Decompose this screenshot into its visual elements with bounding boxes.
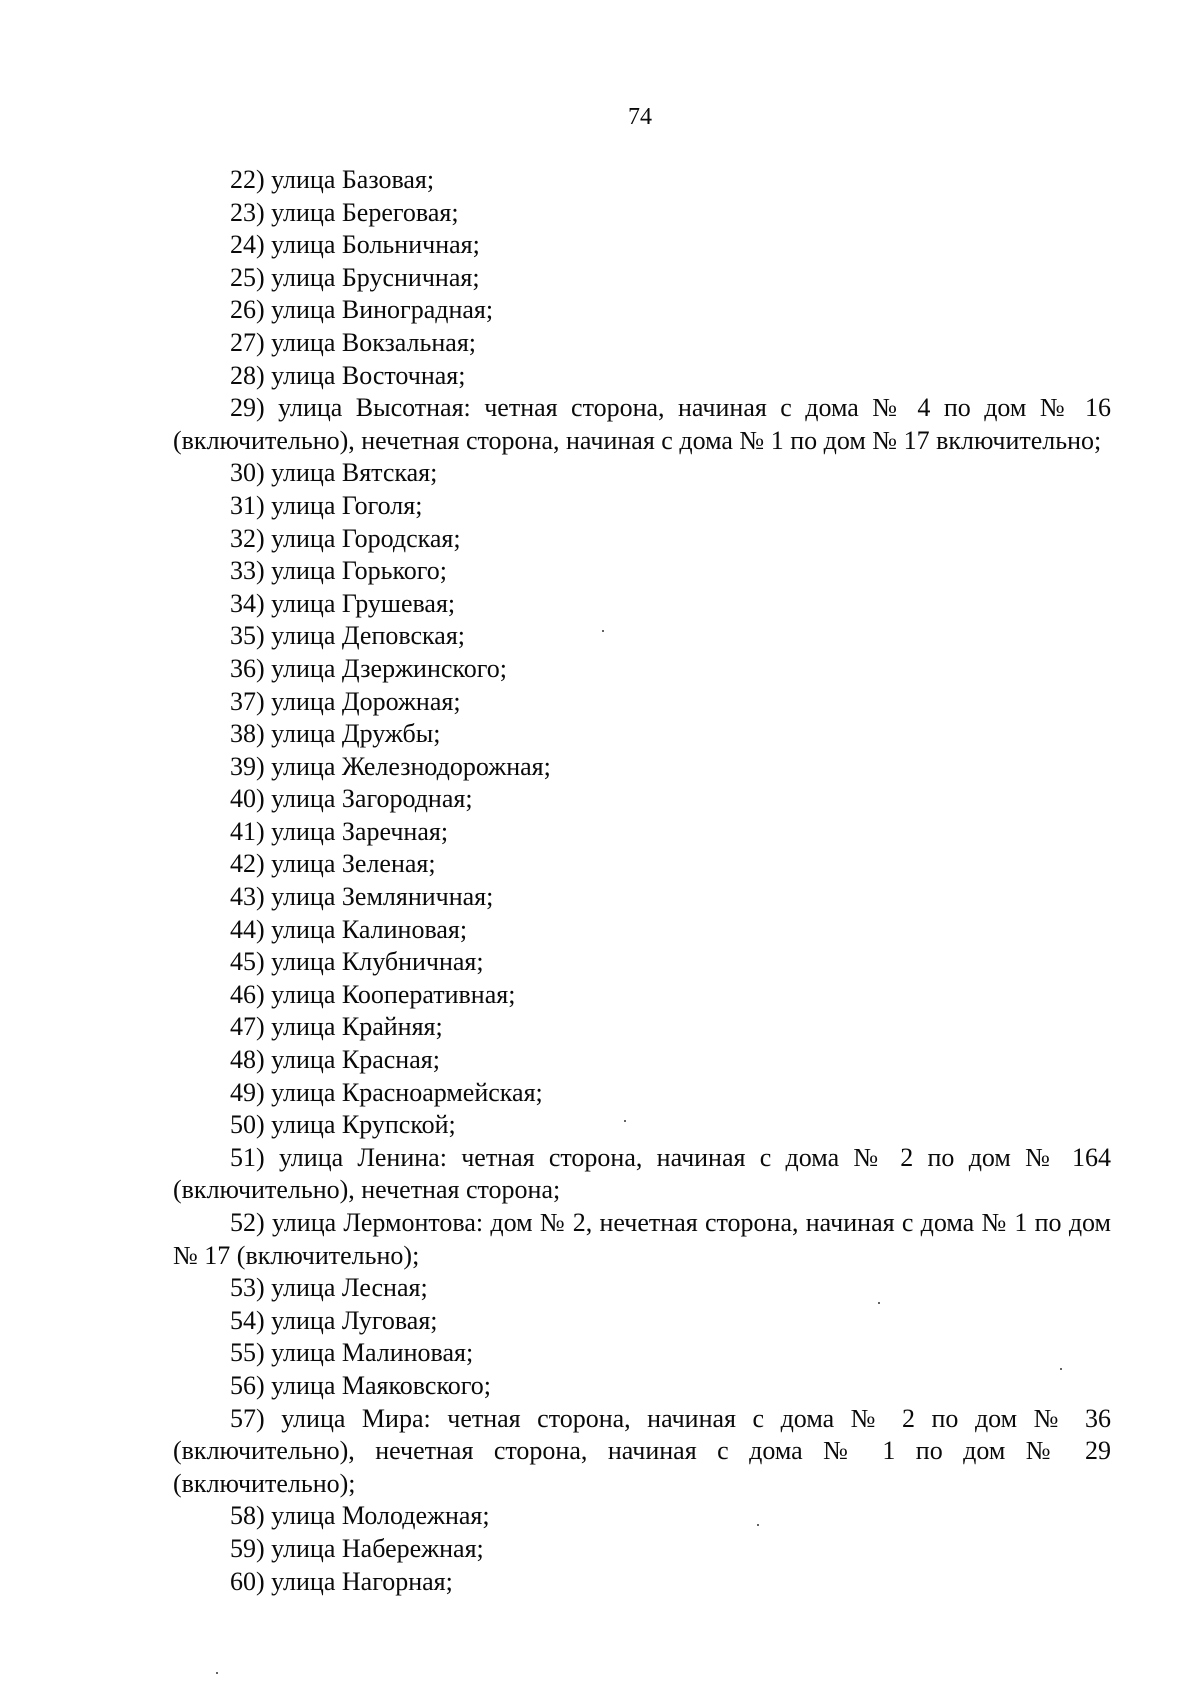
item-number: 31): [230, 490, 265, 520]
list-item: [173, 360, 1111, 393]
list-item: [173, 1272, 1111, 1305]
item-text: улица Деповская;: [271, 621, 466, 651]
list-item: [173, 946, 1111, 979]
list-item: [173, 1370, 1111, 1403]
list-item: [173, 1011, 1111, 1044]
item-number: 36): [230, 653, 265, 683]
page-number: 74: [628, 104, 652, 130]
list-item: [173, 197, 1111, 230]
item-text: улица Красная;: [271, 1045, 440, 1075]
item-text: улица Базовая;: [271, 165, 435, 194]
list-item: [173, 816, 1111, 849]
item-text: улица Красноармейская;: [271, 1077, 543, 1107]
item-number: 32): [230, 523, 265, 553]
list-item: [173, 914, 1111, 947]
item-number: 45): [230, 947, 265, 977]
item-number: 26): [230, 295, 265, 325]
item-text: улица Крайняя;: [271, 1012, 443, 1042]
item-text: улица Грушевая;: [271, 588, 456, 618]
list-item: [173, 327, 1111, 360]
item-number: 33): [230, 556, 265, 586]
list-item: [173, 620, 1111, 653]
list-item: [173, 1142, 1111, 1207]
item-number: 54): [230, 1305, 265, 1335]
item-text: улица Брусничная;: [271, 262, 480, 292]
list-item: [173, 1207, 1111, 1272]
item-number: 43): [230, 882, 265, 912]
list-item: [173, 457, 1111, 490]
list-item: [173, 1077, 1111, 1110]
list-item: [173, 1500, 1111, 1533]
scan-speck: [878, 1302, 880, 1304]
item-text: улица Крупской;: [271, 1110, 456, 1140]
list-item: [173, 523, 1111, 556]
item-number: 22): [230, 165, 265, 194]
item-number: 48): [230, 1045, 265, 1075]
item-number: 60): [230, 1566, 265, 1596]
item-text: улица Восточная;: [271, 360, 466, 390]
list-item: [173, 1109, 1111, 1142]
list-item: [173, 881, 1111, 914]
list-item: [173, 718, 1111, 751]
item-text: улица Вокзальная;: [271, 327, 477, 357]
list-item: [173, 686, 1111, 719]
list-item: [173, 1337, 1111, 1370]
item-text: улица Мира: четная сторона, начиная с дома № 2 по дом № 36 (включительно), нечетная сторона, начиная с дома № 1 по дом № 29 (включительно);: [173, 1403, 1112, 1498]
item-number: 42): [230, 849, 265, 879]
item-number: 59): [230, 1533, 265, 1563]
scan-speck: [757, 1524, 759, 1526]
item-number: 47): [230, 1012, 265, 1042]
list-item: [173, 1533, 1111, 1566]
item-number: 38): [230, 719, 265, 749]
item-number: 50): [230, 1110, 265, 1140]
item-number: 57): [230, 1403, 265, 1433]
list-item: [173, 262, 1111, 295]
item-text: улица Маяковского;: [271, 1370, 492, 1400]
list-item: [173, 392, 1111, 457]
list-item: [173, 490, 1111, 523]
item-number: 29): [230, 393, 265, 423]
item-text: улица Дорожная;: [271, 686, 461, 716]
list-item: [173, 783, 1111, 816]
list-item: [173, 848, 1111, 881]
item-text: улица Лермонтова: дом № 2, нечетная сторона, начиная с дома № 1 по дом № 17 (включительно);: [173, 1208, 1112, 1270]
item-text: улица Клубничная;: [271, 947, 484, 977]
list-item: [173, 588, 1111, 621]
item-number: 39): [230, 751, 265, 781]
list-item: [173, 164, 1111, 197]
item-text: улица Лесная;: [271, 1273, 428, 1303]
item-text: улица Молодежная;: [271, 1501, 490, 1531]
item-number: 46): [230, 979, 265, 1009]
scan-speck: [216, 1672, 218, 1674]
item-number: 25): [230, 262, 265, 292]
item-number: 53): [230, 1273, 265, 1303]
item-number: 24): [230, 230, 265, 260]
item-number: 35): [230, 621, 265, 651]
scan-speck: [602, 630, 604, 632]
scan-speck: [624, 1120, 626, 1122]
item-text: улица Горького;: [271, 556, 448, 586]
list-item: [173, 229, 1111, 262]
item-number: 34): [230, 588, 265, 618]
list-item: [173, 979, 1111, 1012]
item-text: улица Калиновая;: [271, 914, 468, 944]
item-number: 56): [230, 1370, 265, 1400]
item-text: улица Набережная;: [271, 1533, 484, 1563]
item-text: улица Дружбы;: [271, 719, 441, 749]
list-item: [173, 294, 1111, 327]
item-text: улица Кооперативная;: [271, 979, 516, 1009]
item-text: улица Земляничная;: [271, 882, 494, 912]
item-text: улица Нагорная;: [271, 1566, 453, 1596]
item-text: улица Железнодорожная;: [271, 751, 551, 781]
item-number: 55): [230, 1338, 265, 1368]
item-text: улица Больничная;: [271, 230, 480, 260]
item-number: 52): [230, 1208, 265, 1237]
item-text: улица Загородная;: [271, 784, 473, 814]
item-text: улица Заречная;: [271, 816, 449, 846]
item-number: 37): [230, 686, 265, 716]
list-item: [173, 1403, 1111, 1501]
list-item: [173, 751, 1111, 784]
item-number: 51): [230, 1142, 265, 1172]
street-list: [173, 164, 1111, 1598]
scan-speck: [1060, 1368, 1062, 1370]
list-item: [173, 1305, 1111, 1338]
item-text: улица Луговая;: [271, 1305, 438, 1335]
item-number: 58): [230, 1501, 265, 1531]
item-number: 28): [230, 360, 265, 390]
list-item: [173, 1566, 1111, 1599]
item-number: 49): [230, 1077, 265, 1107]
item-text: улица Гоголя;: [271, 490, 423, 520]
item-number: 30): [230, 458, 265, 488]
item-number: 27): [230, 327, 265, 357]
item-text: улица Береговая;: [271, 197, 459, 227]
item-text: улица Городская;: [271, 523, 461, 553]
list-item: [173, 653, 1111, 686]
item-text: улица Ленина: четная сторона, начиная с дома № 2 по дом № 164 (включительно), нечетная сторона;: [173, 1142, 1112, 1205]
list-item: [173, 555, 1111, 588]
item-number: 23): [230, 197, 265, 227]
item-text: улица Малиновая;: [271, 1338, 474, 1368]
item-number: 44): [230, 914, 265, 944]
item-number: 41): [230, 816, 265, 846]
item-text: улица Высотная: четная сторона, начиная с дома № 4 по дом № 16 (включительно), нечетная сторона, начиная с дома № 1 по дом № 17 включительно;: [173, 393, 1112, 455]
item-number: 40): [230, 784, 265, 814]
list-item: [173, 1044, 1111, 1077]
item-text: улица Зеленая;: [271, 849, 436, 879]
item-text: улица Вятская;: [271, 458, 438, 488]
item-text: улица Виноградная;: [271, 295, 494, 325]
item-text: улица Дзержинского;: [271, 653, 507, 683]
